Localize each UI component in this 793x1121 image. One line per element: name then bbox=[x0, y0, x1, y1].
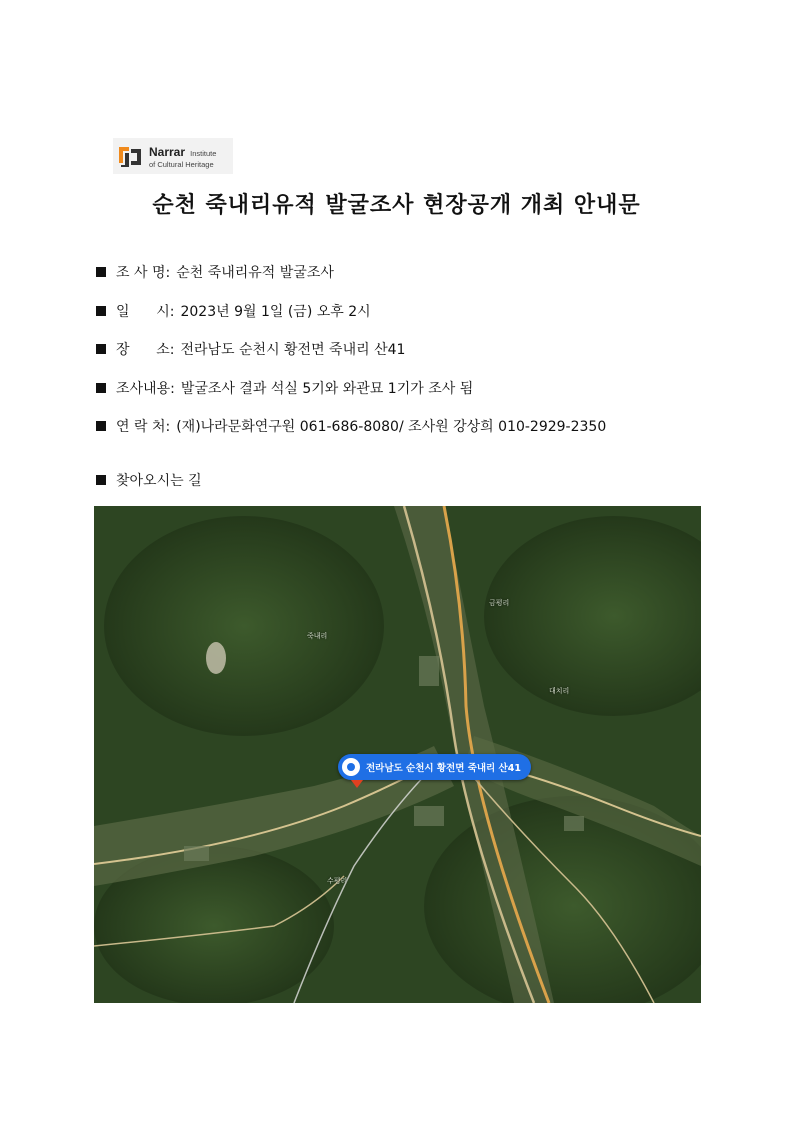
info-line-content bbox=[96, 378, 473, 398]
info-value: (재)나라문화연구원 061-686-8080/ 조사원 강상희 010-2929-2350 bbox=[176, 419, 607, 435]
pin-pointer-icon bbox=[351, 780, 363, 788]
info-label: 조사내용: bbox=[116, 381, 175, 397]
info-label: 연 락 처: bbox=[116, 419, 171, 435]
info-value: 2023년 9월 1일 (금) 오후 2시 bbox=[180, 304, 371, 320]
info-line-contact bbox=[96, 416, 606, 436]
info-value: 발굴조사 결과 석실 5기와 와관묘 1기가 조사 됨 bbox=[180, 381, 474, 397]
info-value: 순천 죽내리유적 발굴조사 bbox=[176, 265, 334, 281]
directions-label: 찾아오시는 길 bbox=[116, 473, 202, 489]
info-label: 일 시: bbox=[116, 304, 175, 320]
narrar-logo-icon bbox=[115, 141, 145, 171]
document-title: 순천 죽내리유적 발굴조사 현장공개 개최 안내문 bbox=[152, 193, 641, 218]
map-place-label: 수평리 bbox=[327, 877, 348, 885]
location-pin-label[interactable] bbox=[338, 754, 531, 780]
logo-institute-word: Institute bbox=[190, 149, 217, 159]
square-bullet-icon bbox=[96, 421, 106, 431]
square-bullet-icon bbox=[96, 475, 106, 485]
square-bullet-icon bbox=[96, 383, 106, 393]
info-label: 조 사 명: bbox=[116, 265, 171, 281]
info-line-project bbox=[96, 262, 334, 282]
info-line-location bbox=[96, 339, 405, 359]
directions-heading bbox=[96, 470, 202, 490]
map-pin-icon bbox=[342, 758, 360, 776]
square-bullet-icon bbox=[96, 267, 106, 277]
map-place-label: 죽내리 bbox=[307, 632, 328, 640]
location-map[interactable] bbox=[94, 506, 701, 1003]
logo-brand: Narrar bbox=[149, 145, 186, 160]
square-bullet-icon bbox=[96, 306, 106, 316]
institute-logo bbox=[113, 138, 233, 174]
pin-address: 전라남도 순천시 황전면 죽내리 산41 bbox=[366, 763, 521, 774]
info-line-datetime bbox=[96, 301, 371, 321]
square-bullet-icon bbox=[96, 344, 106, 354]
info-label: 장 소: bbox=[116, 342, 175, 358]
map-place-label: 대치리 bbox=[549, 687, 570, 695]
map-place-label: 금평리 bbox=[489, 599, 510, 607]
logo-subtitle: of Cultural Heritage bbox=[149, 160, 214, 170]
info-value: 전라남도 순천시 황전면 죽내리 산41 bbox=[180, 342, 406, 358]
